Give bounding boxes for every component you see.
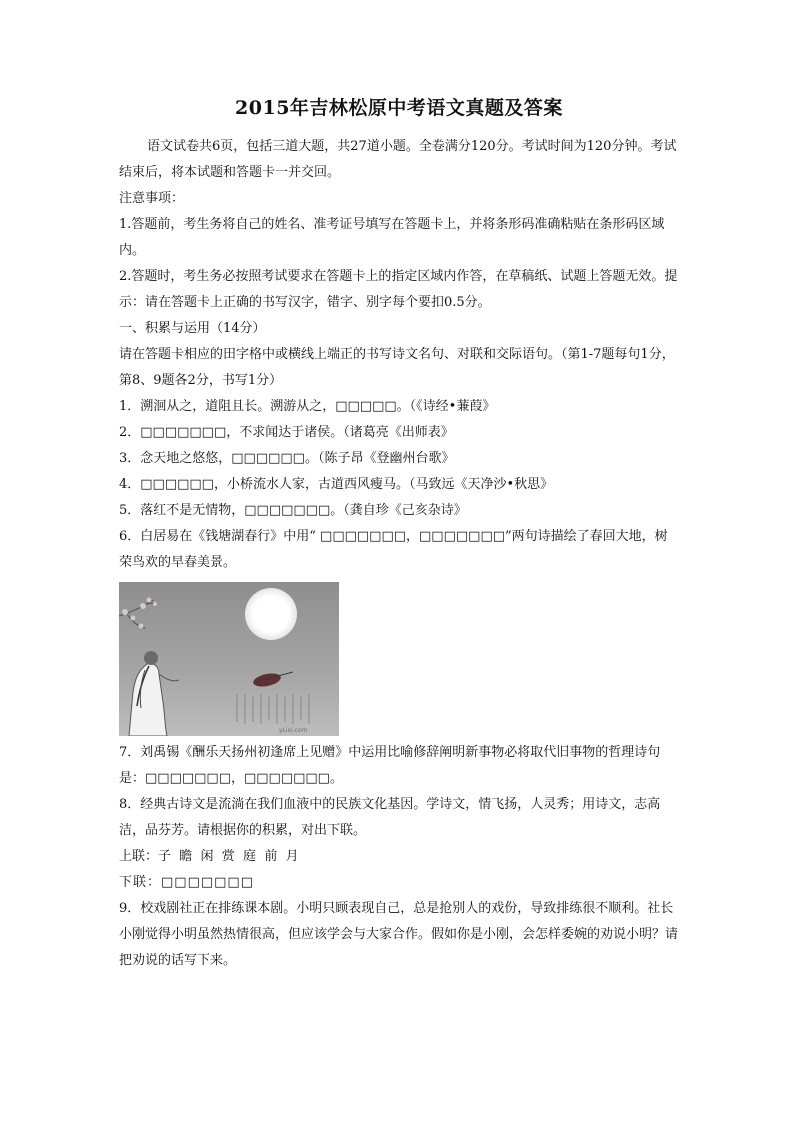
question-6: 6．白居易在《钱塘湖春行》中用“ □□□□□□□，□□□□□□□”两句诗描绘了春回大地，树荣鸟欢的早春美景。 xyxy=(119,529,668,570)
section-instructions: 请在答题卡相应的田字格中或横线上端正的书写诗文名句、对联和交际语句。（第1-7题每句1分，第8、9题各2分，书写1分） xyxy=(119,347,675,388)
question-9: 9．校戏剧社正在排练课本剧。小明只顾表现自己，总是抢别人的戏份，导致排练很不顺利。社长小刚觉得小明虽然热情很高，但应该学会与大家合作。假如你是小刚，会怎样委婉的劝说小明？请把劝说的话写下来。 xyxy=(119,901,679,968)
question-8: 8．经典古诗文是流淌在我们血液中的民族文化基因。学诗文，情飞扬，人灵秀；用诗文，志高洁，品芬芳。请根据你的积累，对出下联。 xyxy=(119,797,661,838)
notice-item-1: 1.答题前，考生务将自己的姓名、准考证号填写在答题卡上，并将条形码准确粘贴在条形码区域内。 xyxy=(119,217,665,258)
exam-page xyxy=(119,96,679,974)
page-title: 2015年吉林松原中考语文真题及答案 xyxy=(235,97,563,119)
question-4: 4．□□□□□□，小桥流水人家，古道西风瘦马。（马致远《天净沙•秋思》 xyxy=(119,477,554,492)
question-3: 3．念天地之悠悠，□□□□□□。（陈子昂《登幽州台歌》 xyxy=(119,451,455,466)
moon-shape xyxy=(245,588,297,640)
couplet-upper: 上联：子 瞻 闲 赏 庭 前 月 xyxy=(119,849,299,864)
question-2: 2．□□□□□□□，不求闻达于诸侯。（诸葛亮《出师表》 xyxy=(119,425,454,440)
image-watermark: yLixi.com xyxy=(279,727,308,734)
notice-item-2: 2.答题时，考生务必按照考试要求在答题卡上的指定区域内作答，在草稿纸、试题上答题无效。提示：请在答题卡上正确的书写汉字，错字、别字每个要扣0.5分。 xyxy=(119,269,678,310)
section-heading: 一、积累与运用（14分） xyxy=(119,321,266,336)
question-1: 1．溯洄从之，道阻且长。溯游从之，□□□□□。（《诗经•蒹葭》 xyxy=(119,399,496,414)
moon-poet-illustration xyxy=(119,582,339,736)
question-7: 7．刘禹锡《酬乐天扬州初逢席上见赠》中运用比喻修辞阐明新事物必将取代旧事物的哲理诗句是：□□□□□□□，□□□□□□□。 xyxy=(119,745,661,786)
notice-heading: 注意事项： xyxy=(119,191,185,206)
couplet-lower: 下联：□□□□□□□ xyxy=(119,875,254,890)
intro-paragraph: 语文试卷共6页，包括三道大题，共27道小题。全卷满分120分。考试时间为120分钟。考试结束后，将本试题和答题卡一并交回。 xyxy=(119,139,677,180)
question-5: 5．落红不是无情物，□□□□□□□。（龚自珍《己亥杂诗》 xyxy=(119,503,467,518)
